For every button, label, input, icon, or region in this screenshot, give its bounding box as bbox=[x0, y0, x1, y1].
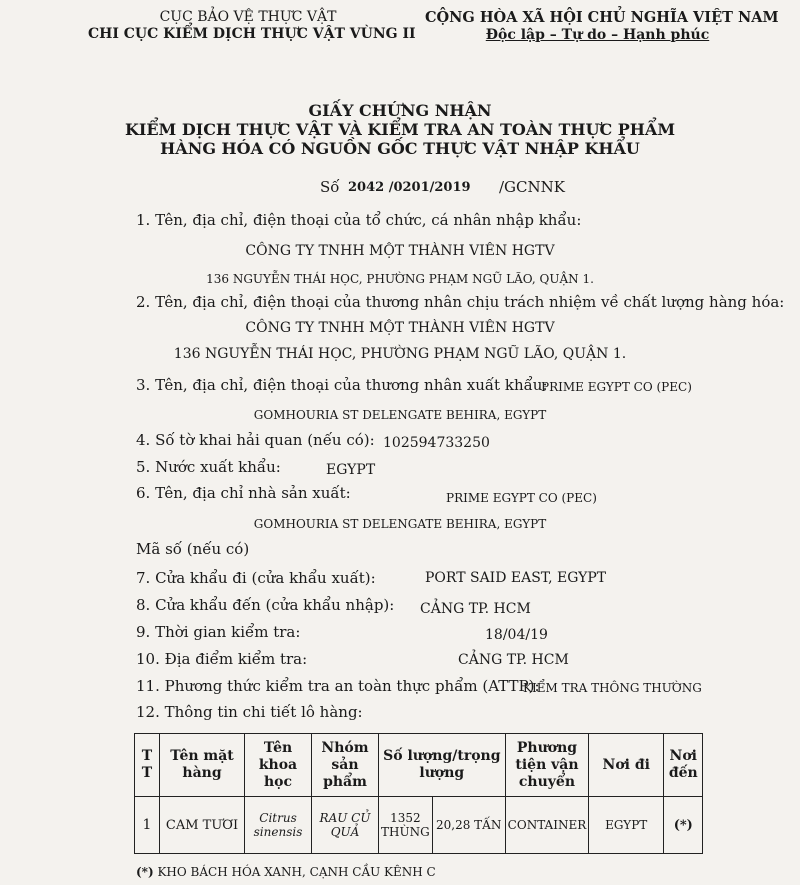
code-label: Mã số (nếu có) bbox=[136, 540, 250, 558]
cell-transport: CONTAINER bbox=[505, 797, 589, 854]
customs-declaration-number: 102594733250 bbox=[383, 435, 490, 451]
certificate-number-suffix: /GCNNK bbox=[499, 178, 565, 196]
field-5-label: 5. Nước xuất khẩu: bbox=[136, 458, 281, 476]
table-row bbox=[135, 797, 703, 854]
certificate-subtitle-2: HÀNG HÓA CÓ NGUỒN GỐC THỰC VẬT NHẬP KHẨU bbox=[160, 139, 640, 158]
cell-origin: EGYPT bbox=[589, 797, 664, 854]
field-3-label: 3. Tên, địa chỉ, điện thoại của thương nhân xuất khẩu: bbox=[136, 376, 548, 394]
field-11-label: 11. Phương thức kiểm tra an toàn thực phẩm (ATTP): bbox=[136, 677, 540, 695]
agency-subunit: CHI CỤC KIỂM DỊCH THỰC VẬT VÙNG II bbox=[88, 26, 416, 42]
cell-tt: 1 bbox=[135, 797, 160, 854]
cell-scientific-name: Citrus sinensis bbox=[245, 797, 312, 854]
footnote-mark: (*) bbox=[136, 865, 154, 879]
certificate-number: 2042 /0201/2019 bbox=[348, 180, 471, 195]
cell-product-group: RAU CỦ QUẢ bbox=[312, 797, 379, 854]
republic-name: CỘNG HÒA XÃ HỘI CHỦ NGHĨA VIỆT NAM bbox=[425, 9, 779, 26]
col-header-origin: Nơi đi bbox=[589, 734, 664, 797]
cell-item-name: CAM TƯƠI bbox=[160, 797, 245, 854]
col-header-item-name: Tên mặt hàng bbox=[160, 734, 245, 797]
field-1-label: 1. Tên, địa chỉ, điện thoại của tổ chức, cá nhân nhập khẩu: bbox=[136, 211, 582, 229]
export-country: EGYPT bbox=[326, 462, 376, 478]
responsible-trader-address: 136 NGUYỄN THÁI HỌC, PHƯỜNG PHẠM NGŨ LÃO, QUẬN 1. bbox=[173, 346, 627, 362]
cell-quantity: 1352 THÙNG bbox=[379, 797, 433, 854]
cell-destination: (*) bbox=[664, 797, 703, 854]
manufacturer-name: PRIME EGYPT CO (PEC) bbox=[446, 491, 597, 505]
field-4-label: 4. Số tờ khai hải quan (nếu có): bbox=[136, 431, 375, 449]
inspection-date: 18/04/19 bbox=[485, 627, 548, 643]
national-motto: Độc lập – Tự do – Hạnh phúc bbox=[485, 27, 710, 43]
certificate-subtitle-1: KIỂM DỊCH THỰC VẬT VÀ KIỂM TRA AN TOÀN THỰC PHẨM bbox=[124, 120, 676, 139]
footnote-text: KHO BÁCH HÓA XANH, CẠNH CẦU KÊNH C bbox=[157, 865, 436, 879]
col-header-scientific-name: Tên khoa học bbox=[245, 734, 312, 797]
field-10-label: 10. Địa điểm kiểm tra: bbox=[136, 650, 308, 668]
exit-border-gate: PORT SAID EAST, EGYPT bbox=[425, 570, 607, 586]
table-header-row bbox=[135, 734, 703, 797]
responsible-trader-name: CÔNG TY TNHH MỘT THÀNH VIÊN HGTV bbox=[245, 320, 555, 336]
cell-weight: 20,28 TẤN bbox=[432, 797, 505, 854]
col-header-tt: T T bbox=[135, 734, 160, 797]
shipment-table bbox=[134, 733, 703, 854]
inspection-method: KIỂM TRA THÔNG THƯỜNG bbox=[523, 681, 702, 695]
importer-name: CÔNG TY TNHH MỘT THÀNH VIÊN HGTV bbox=[245, 243, 555, 259]
field-2-label: 2. Tên, địa chỉ, điện thoại của thương nhân chịu trách nhiệm về chất lượng hàng hóa: bbox=[136, 293, 785, 311]
importer-address: 136 NGUYỄN THÁI HỌC, PHƯỜNG PHẠM NGŨ LÃO, QUẬN 1. bbox=[206, 272, 594, 286]
field-7-label: 7. Cửa khẩu đi (cửa khẩu xuất): bbox=[136, 569, 376, 587]
agency-name: CỤC BẢO VỆ THỰC VẬT bbox=[159, 9, 337, 25]
col-header-transport: Phương tiện vận chuyển bbox=[505, 734, 589, 797]
footnote bbox=[136, 865, 436, 879]
certificate-number-prefix: Số bbox=[320, 178, 340, 196]
field-8-label: 8. Cửa khẩu đến (cửa khẩu nhập): bbox=[136, 596, 395, 614]
exporter-address: GOMHOURIA ST DELENGATE BEHIRA, EGYPT bbox=[253, 408, 547, 422]
field-12-label: 12. Thông tin chi tiết lô hàng: bbox=[136, 703, 363, 721]
certificate-title: GIẤY CHỨNG NHẬN bbox=[308, 101, 492, 120]
col-header-destination: Nơi đến bbox=[664, 734, 703, 797]
field-6-label: 6. Tên, địa chỉ nhà sản xuất: bbox=[136, 484, 351, 502]
manufacturer-address: GOMHOURIA ST DELENGATE BEHIRA, EGYPT bbox=[253, 517, 547, 531]
field-9-label: 9. Thời gian kiểm tra: bbox=[136, 623, 301, 641]
exporter-name: PRIME EGYPT CO (PEC) bbox=[541, 380, 692, 394]
inspection-location: CẢNG TP. HCM bbox=[458, 652, 569, 668]
col-header-quantity: Số lượng/trọng lượng bbox=[379, 734, 506, 797]
entry-border-gate: CẢNG TP. HCM bbox=[420, 601, 531, 617]
col-header-product-group: Nhóm sản phẩm bbox=[312, 734, 379, 797]
